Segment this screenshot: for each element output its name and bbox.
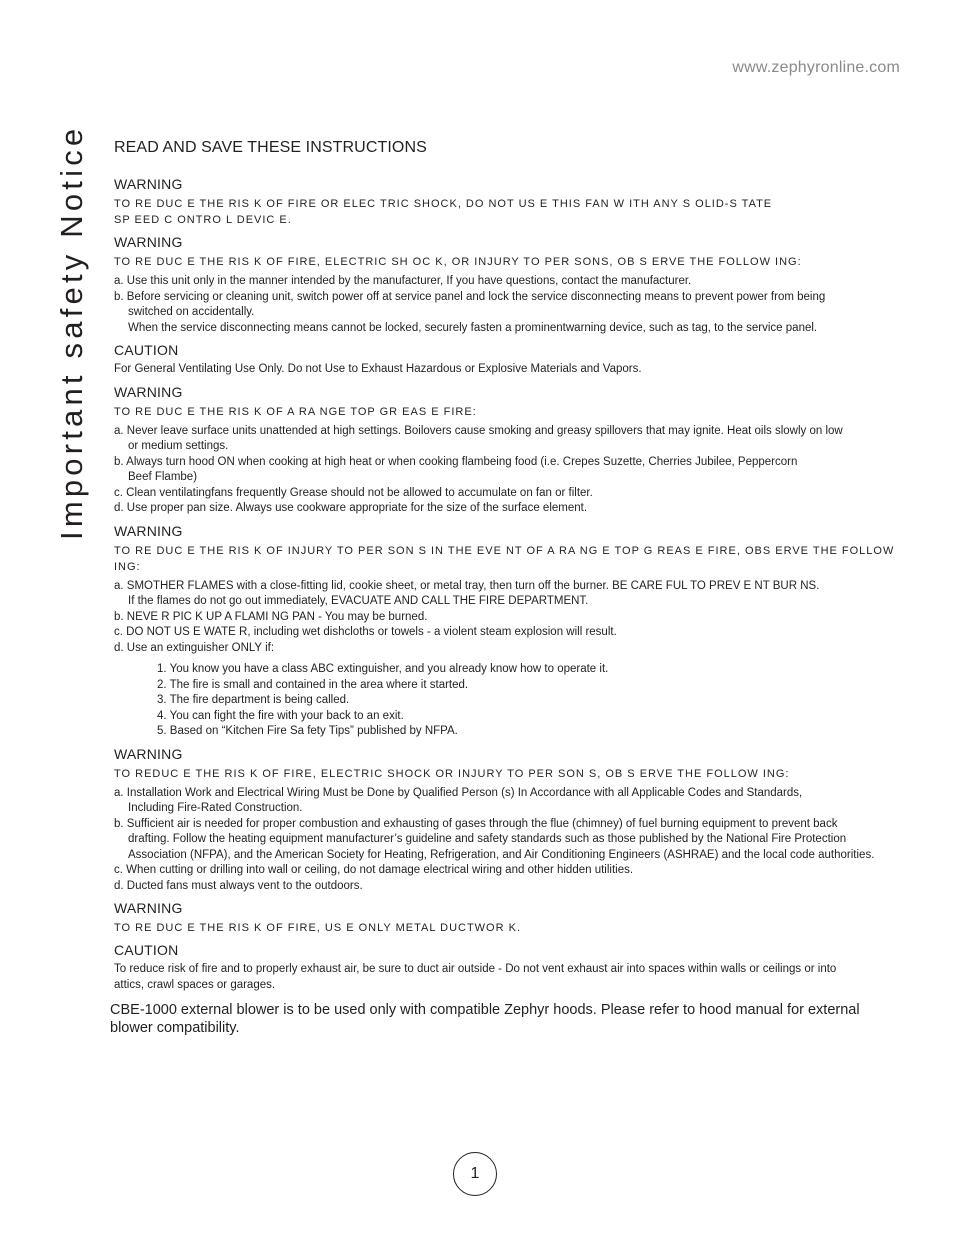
list-item: a. Use this unit only in the manner intended by the manufacturer, If you have questions, contact the manufacturer. [114,275,692,287]
list-item: a. Installation Work and Electrical Wiring Must be Done by Qualified Person (s) In Accordance with all Applicable Codes and Standards, Including Fire-Rated Construction. [114,786,803,814]
section-caution-exhaust [114,942,904,993]
list-item: b. Before servicing or cleaning unit, switch power off at service panel and lock the service disconnecting means to prevent power from being switched on accidentally. When the service disconnecting means cannot be locked, securely fasten a prominentwarning device, such as tag, to the service panel. [114,290,826,334]
main-heading: READ AND SAVE THESE INSTRUCTIONS [114,139,427,156]
note-line: blower compatibility. [110,1020,240,1036]
section-warning-grease-fire-injury [114,523,904,740]
caps-line: TO RE DUC E THE RIS K OF A RA NGE TOP GR EAS E FIRE: [114,405,477,418]
body-text: attics, crawl spaces or garages. [114,978,276,991]
list-item: b. Sufficient air is needed for proper combustion and exhausting of gases through the flue (chimney) of fuel burning equipment to prevent back drafting. Follow the heating equipment manufacturer’s guideline and safety standards such as those published by the National Fire Protection Association (NFPA), and the American Society for Heating, Refrigeration, and Air Conditioning Engineers (ASHRAE) and the local code authorities. [114,817,875,861]
list-item: 1. You know you have a class ABC extinguisher, and you already know how to operate it. [157,663,609,675]
note-line: CBE-1000 external blower is to be used only with compatible Zephyr hoods. Please refer to hood manual for external [110,1002,860,1018]
page-number: 1 [453,1152,497,1196]
section-warning-solid-state [114,176,904,228]
body-text: For General Ventilating Use Only. Do not Use to Exhaust Hazardous or Explosive Materials and Vapors. [114,363,642,375]
caps-line: TO RE DUC E THE RIS K OF INJURY TO PER SON S IN THE EVE NT OF A RA NG E TOP G REAS E FIRE, OBS ERVE THE FOLLOW ING: [114,544,895,573]
caps-line: TO RE DUC E THE RIS K OF FIRE, US E ONLY METAL DUCTWOR K. [114,922,522,934]
list-item: d. Use proper pan size. Always use cookware appropriate for the size of the surface element. [114,502,588,514]
section-warning-grease-fire [114,384,904,517]
list-item: c. Clean ventilatingfans frequently Grease should not be allowed to accumulate on fan or filter. [114,486,593,499]
list-item: a. Never leave surface units unattended at high settings. Boilovers cause smoking and greasy spillovers that may ignite. Heat oils slowly on low or medium settings. [114,424,843,452]
list-item: c. DO NOT US E WATE R, including wet dishcloths or towels - a violent steam explosion will result. [114,626,617,638]
section-warning-installation [114,746,904,895]
list-item: a. SMOTHER FLAMES with a close-fitting lid, cookie sheet, or metal tray, then turn off the burner. BE CARE FUL TO PREV E NT BUR NS. If the flames do not go out immediately, EVACUATE AND CALL THE FIRE DEPARTMENT. [114,579,820,607]
section-label: CAUTION [114,342,179,358]
section-label: CAUTION [114,942,179,958]
list-item: d. Ducted fans must always vent to the outdoors. [114,879,363,892]
list-item: 3. The fire department is being called. [157,694,350,706]
section-warning-metal-duct [114,900,904,936]
blower-compatibility-note [110,1001,904,1037]
section-label: WARNING [114,234,183,250]
list-item: 5. Based on “Kitchen Fire Sa fety Tips” published by NFPA. [157,725,458,737]
numbered-list [114,662,904,740]
section-label: WARNING [114,745,183,762]
section-label: WARNING [114,176,183,192]
lettered-list [114,424,904,517]
caps-line: TO RE DUC E THE RIS K OF FIRE OR ELEC TRIC SHOCK, DO NOT US E THIS FAN W ITH ANY S OLID-S TATE [114,198,773,210]
list-item: 4. You can fight the fire with your back to an exit. [157,709,404,722]
list-item: 2. The fire is small and contained in the area where it started. [157,678,469,691]
section-caution-ventilating [114,342,904,378]
caps-line: TO RE DUC E THE RIS K OF FIRE, ELECTRIC SH OC K, OR INJURY TO PER SONS, OB S ERVE THE FOLLOW ING: [114,256,802,268]
section-warning-injury [114,234,904,336]
list-item: c. When cutting or drilling into wall or ceiling, do not damage electrical wiring and other hidden utilities. [114,864,634,876]
section-label: WARNING [114,522,183,539]
list-item: b. NEVE R PIC K UP A FLAMI NG PAN - You may be burned. [114,610,428,623]
lettered-list [114,274,904,336]
section-label: WARNING [114,383,183,400]
lettered-list [114,579,904,657]
lettered-list [114,786,904,895]
caps-line: TO REDUC E THE RIS K OF FIRE, ELECTRIC SHOCK OR INJURY TO PER SON S, OB S ERVE THE FOLLOW ING: [114,767,790,780]
website-url: www.zephyronline.com [732,59,900,76]
side-title: Important safety Notice [54,124,89,540]
list-item: b. Always turn hood ON when cooking at high heat or when cooking flambeing food (i.e. Crepes Suzette, Cherries Jubilee, Peppercorn Beef Flambe) [114,455,798,483]
caps-line: SP EED C ONTRO L DEVIC E. [114,214,292,226]
body-text: To reduce risk of fire and to properly exhaust air, be sure to duct air outside - Do not vent exhaust air into spaces within walls or ceilings or into [114,963,837,975]
list-item: d. Use an extinguisher ONLY if: [114,641,275,654]
document-content [110,139,904,1037]
section-label: WARNING [114,900,183,916]
